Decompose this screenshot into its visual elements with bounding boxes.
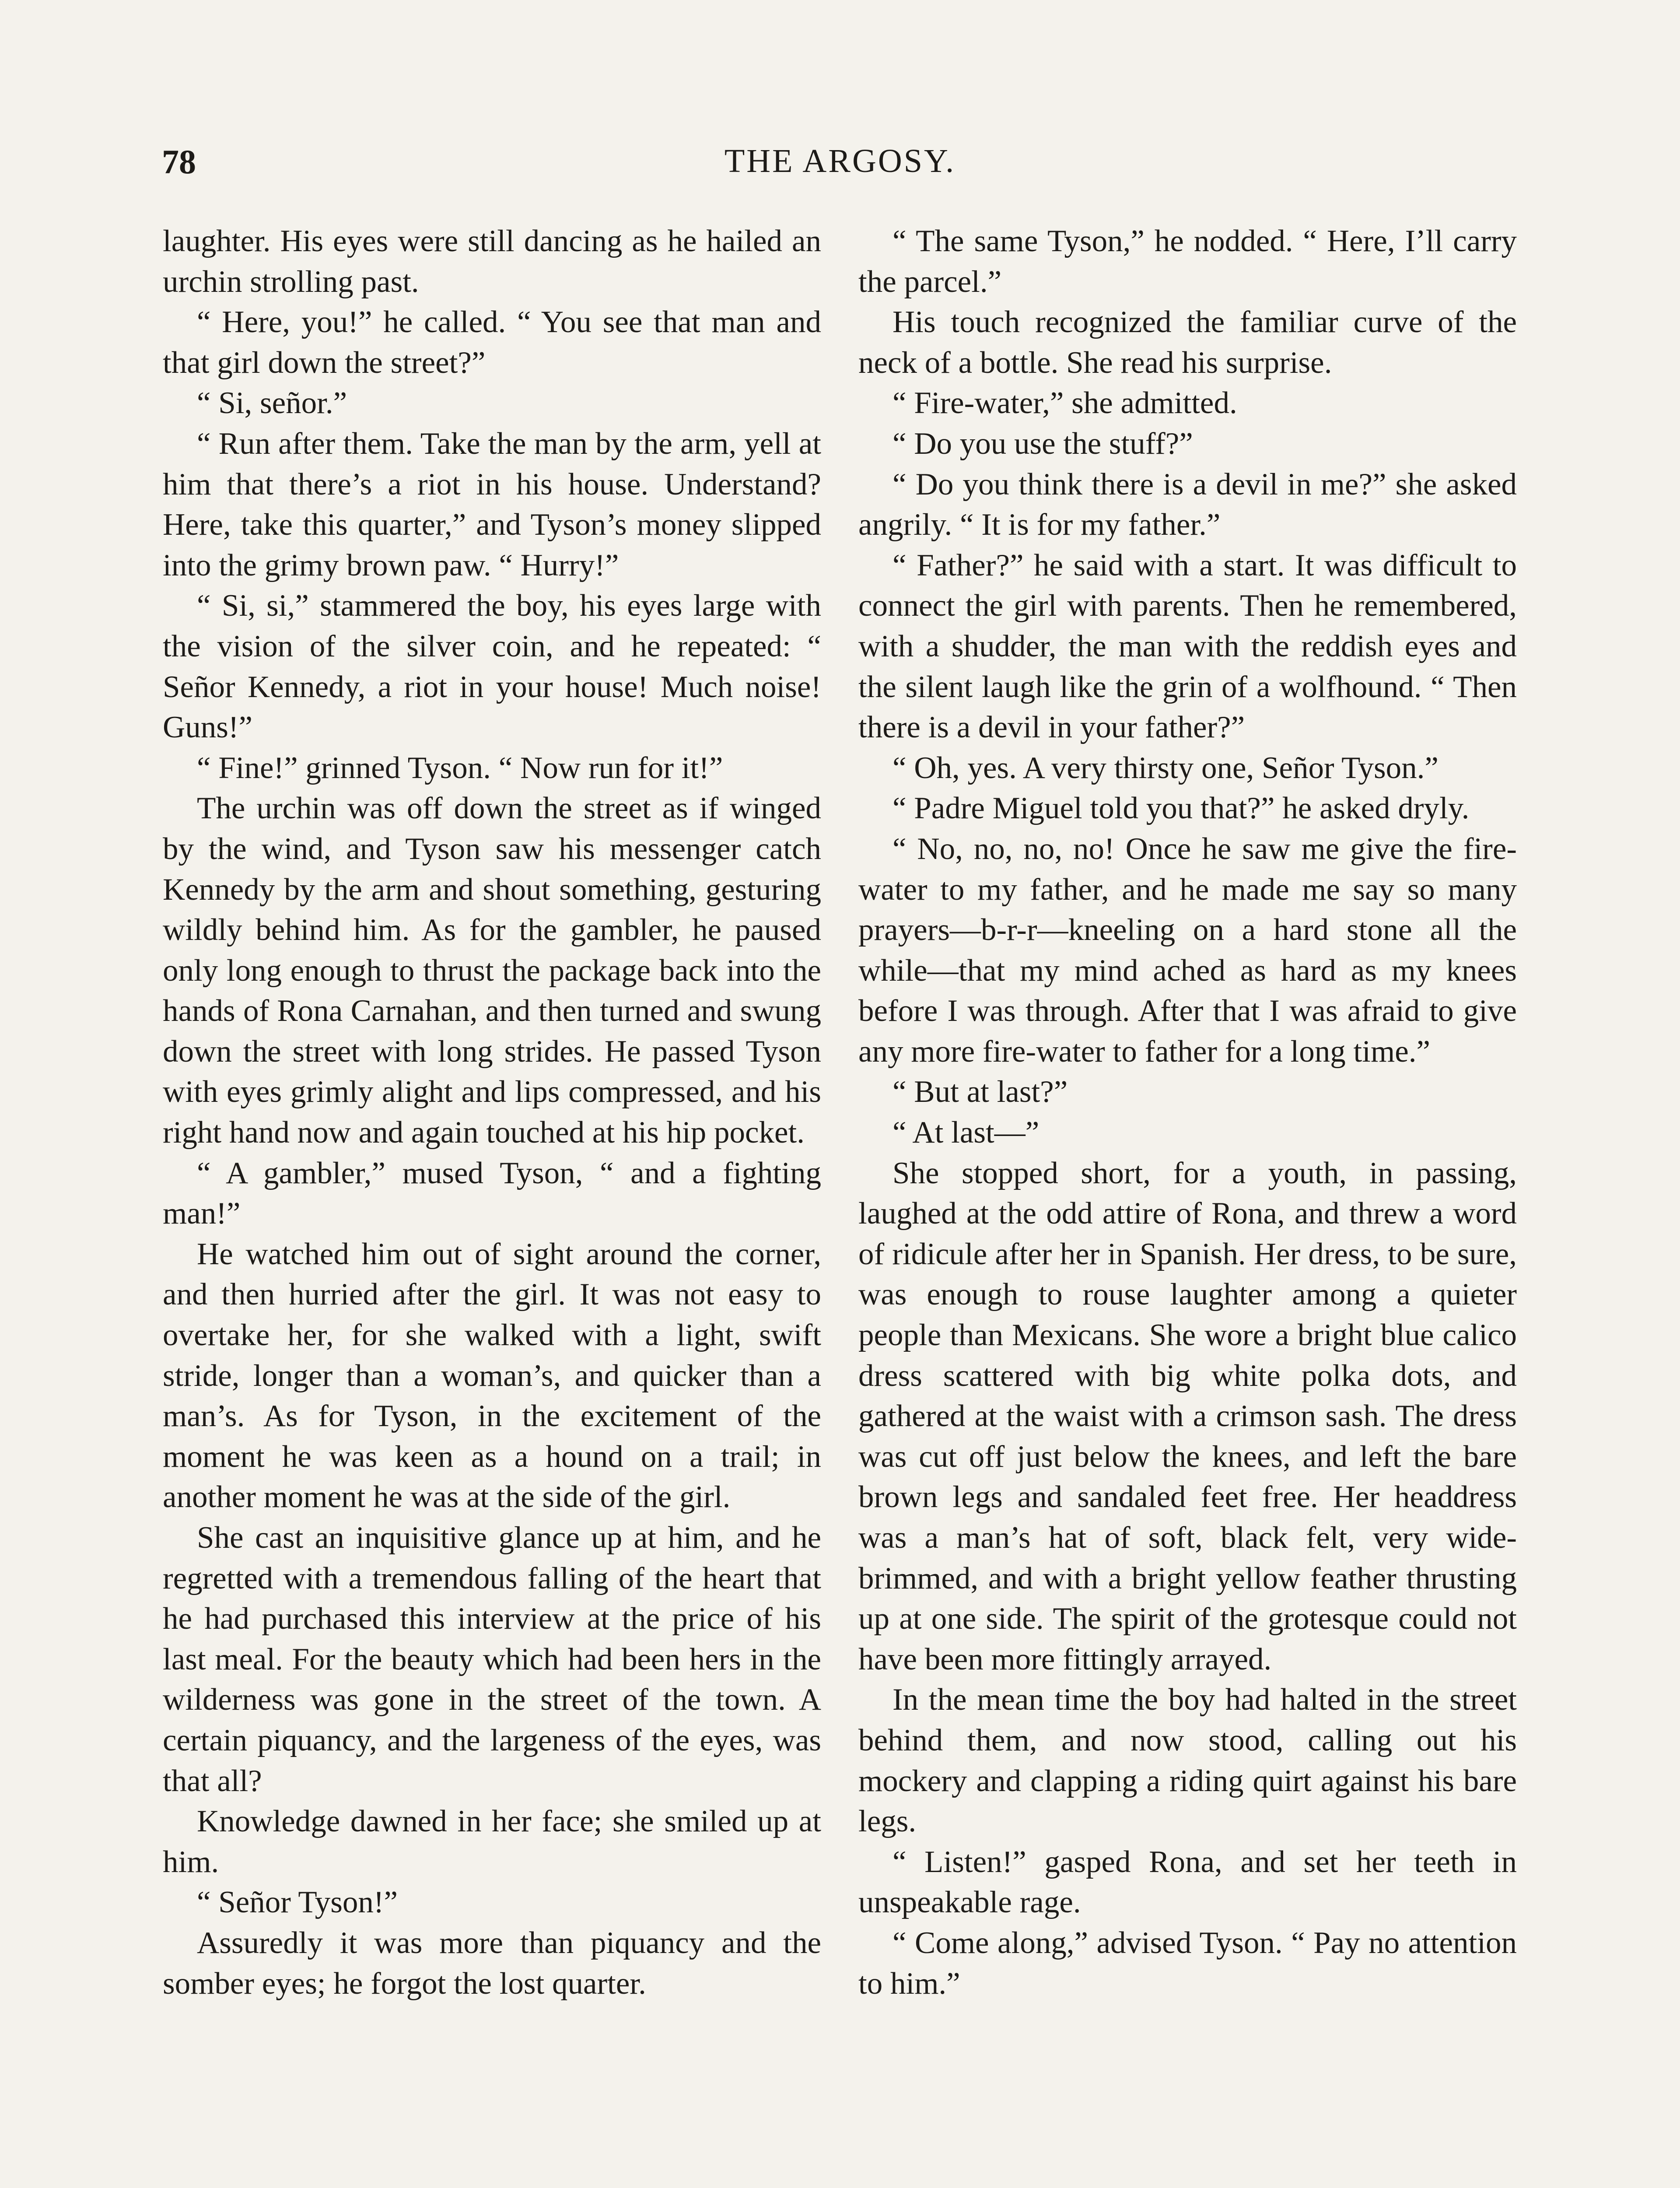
paragraph: Knowledge dawned in her face; she smiled up at him. <box>163 1804 821 1879</box>
paragraph: “ A gambler,” mused Tyson, “ and a fighting man!” <box>163 1156 821 1231</box>
paragraph: “ Come along,” advised Tyson. “ Pay no attention to him.” <box>858 1925 1517 2001</box>
paragraph: “ No, no, no, no! Once he saw me give the fire-water to my father, and he made me say so many prayers—b-r-r—kneeling on a hard stone all the while—that my mind ached as hard as my knees before I was through. After that I was afraid to give any more fire-water to father for a long time.” <box>858 831 1517 1069</box>
running-title: THE ARGOSY. <box>724 143 956 179</box>
paragraph: His touch recognized the familiar curve of the neck of a bottle. She read his surprise. <box>858 305 1517 380</box>
paragraph: “ Do you think there is a devil in me?” she asked angrily. “ It is for my father.” <box>858 467 1517 542</box>
paragraph: She stopped short, for a youth, in passing, laughed at the odd attire of Rona, and threw a word of ridicule after her in Spanish. Her dress, to be sure, was enough to rouse laughter among a quieter people than Mexicans. She wore a bright blue calico dress scattered with big white polka dots, and gathered at the waist with a crimson sash. The dress was cut off just below the knees, and left the bare brown legs and sandaled feet free. Her headdress was a man’s hat of soft, black felt, very wide-brimmed, and with a bright yellow feather thrusting up at one side. The spirit of the grotesque could not have been more fittingly arrayed. <box>858 1156 1517 1676</box>
paragraph: “ Fire-water,” she admitted. <box>892 386 1237 421</box>
paragraph: “ Señor Tyson!” <box>197 1885 398 1920</box>
paragraph: He watched him out of sight around the corner, and then hurried after the girl. It was not easy to overtake her, for she walked with a light, swift stride, longer than a woman’s, and quicker than a man’s. As for Tyson, in the excitement of the moment he was keen as a hound on a trail; in another moment he was at the side of the girl. <box>163 1237 821 1515</box>
left-text-column <box>163 221 821 2004</box>
paragraph: In the mean time the boy had halted in the street behind them, and now stood, calling out his mockery and clapping a riding quirt against his bare legs. <box>858 1683 1517 1839</box>
paragraph: “ At last—” <box>892 1115 1040 1150</box>
paragraph: She cast an inquisitive glance up at him, and he regretted with a tremendous falling of the heart that he had purchased this interview at the price of his last meal. For the beauty which had been hers in the wilderness was gone in the street of the town. A certain piquancy, and the largeness of the eyes, was that all? <box>163 1521 821 1798</box>
page-header <box>162 142 1518 195</box>
paragraph: “ Father?” he said with a start. It was difficult to connect the girl with parents. Then he remembered, with a shudder, the man with the reddish eyes and the silent laugh like the grin of a wolfhound. “ Then there is a devil in your father?” <box>858 548 1517 745</box>
paragraph: “ Oh, yes. A very thirsty one, Señor Tyson.” <box>892 750 1438 785</box>
paragraph: “ Si, señor.” <box>197 386 347 421</box>
paragraph: “ Run after them. Take the man by the arm, yell at him that there’s a riot in his house. Understand? Here, take this quarter,” and Tyson’s money slipped into the grimy brown paw. “ Hurry!” <box>163 426 821 582</box>
paragraph: “ The same Tyson,” he nodded. “ Here, I’ll carry the parcel.” <box>858 224 1517 299</box>
paragraph: “ But at last?” <box>892 1075 1068 1109</box>
paragraph: “ Do you use the stuff?” <box>892 426 1193 461</box>
right-text-column <box>858 221 1517 2004</box>
paragraph: “ Si, si,” stammered the boy, his eyes large with the vision of the silver coin, and he repeated: “ Señor Kennedy, a riot in your house! Much noise! Guns!” <box>163 589 821 745</box>
paragraph: The urchin was off down the street as if winged by the wind, and Tyson saw his messenger catch Kennedy by the arm and shout something, gesturing wildly behind him. As for the gambler, he paused only long enough to thrust the package back into the hands of Rona Carnahan, and then turned and swung down the street with long strides. He passed Tyson with eyes grimly alight and lips compressed, and his right hand now and again touched at his hip pocket. <box>163 791 821 1150</box>
page-number: 78 <box>162 143 196 181</box>
paragraph: Assuredly it was more than piquancy and the somber eyes; he forgot the lost quarter. <box>163 1925 821 2001</box>
paragraph: “ Here, you!” he called. “ You see that man and that girl down the street?” <box>163 305 821 380</box>
paragraph: laughter. His eyes were still dancing as he hailed an urchin strolling past. <box>163 224 821 299</box>
paragraph: “ Fine!” grinned Tyson. “ Now run for it!” <box>197 750 723 785</box>
paragraph: “ Padre Miguel told you that?” he asked dryly. <box>892 791 1470 826</box>
paragraph: “ Listen!” gasped Rona, and set her teeth in unspeakable rage. <box>858 1844 1517 1920</box>
